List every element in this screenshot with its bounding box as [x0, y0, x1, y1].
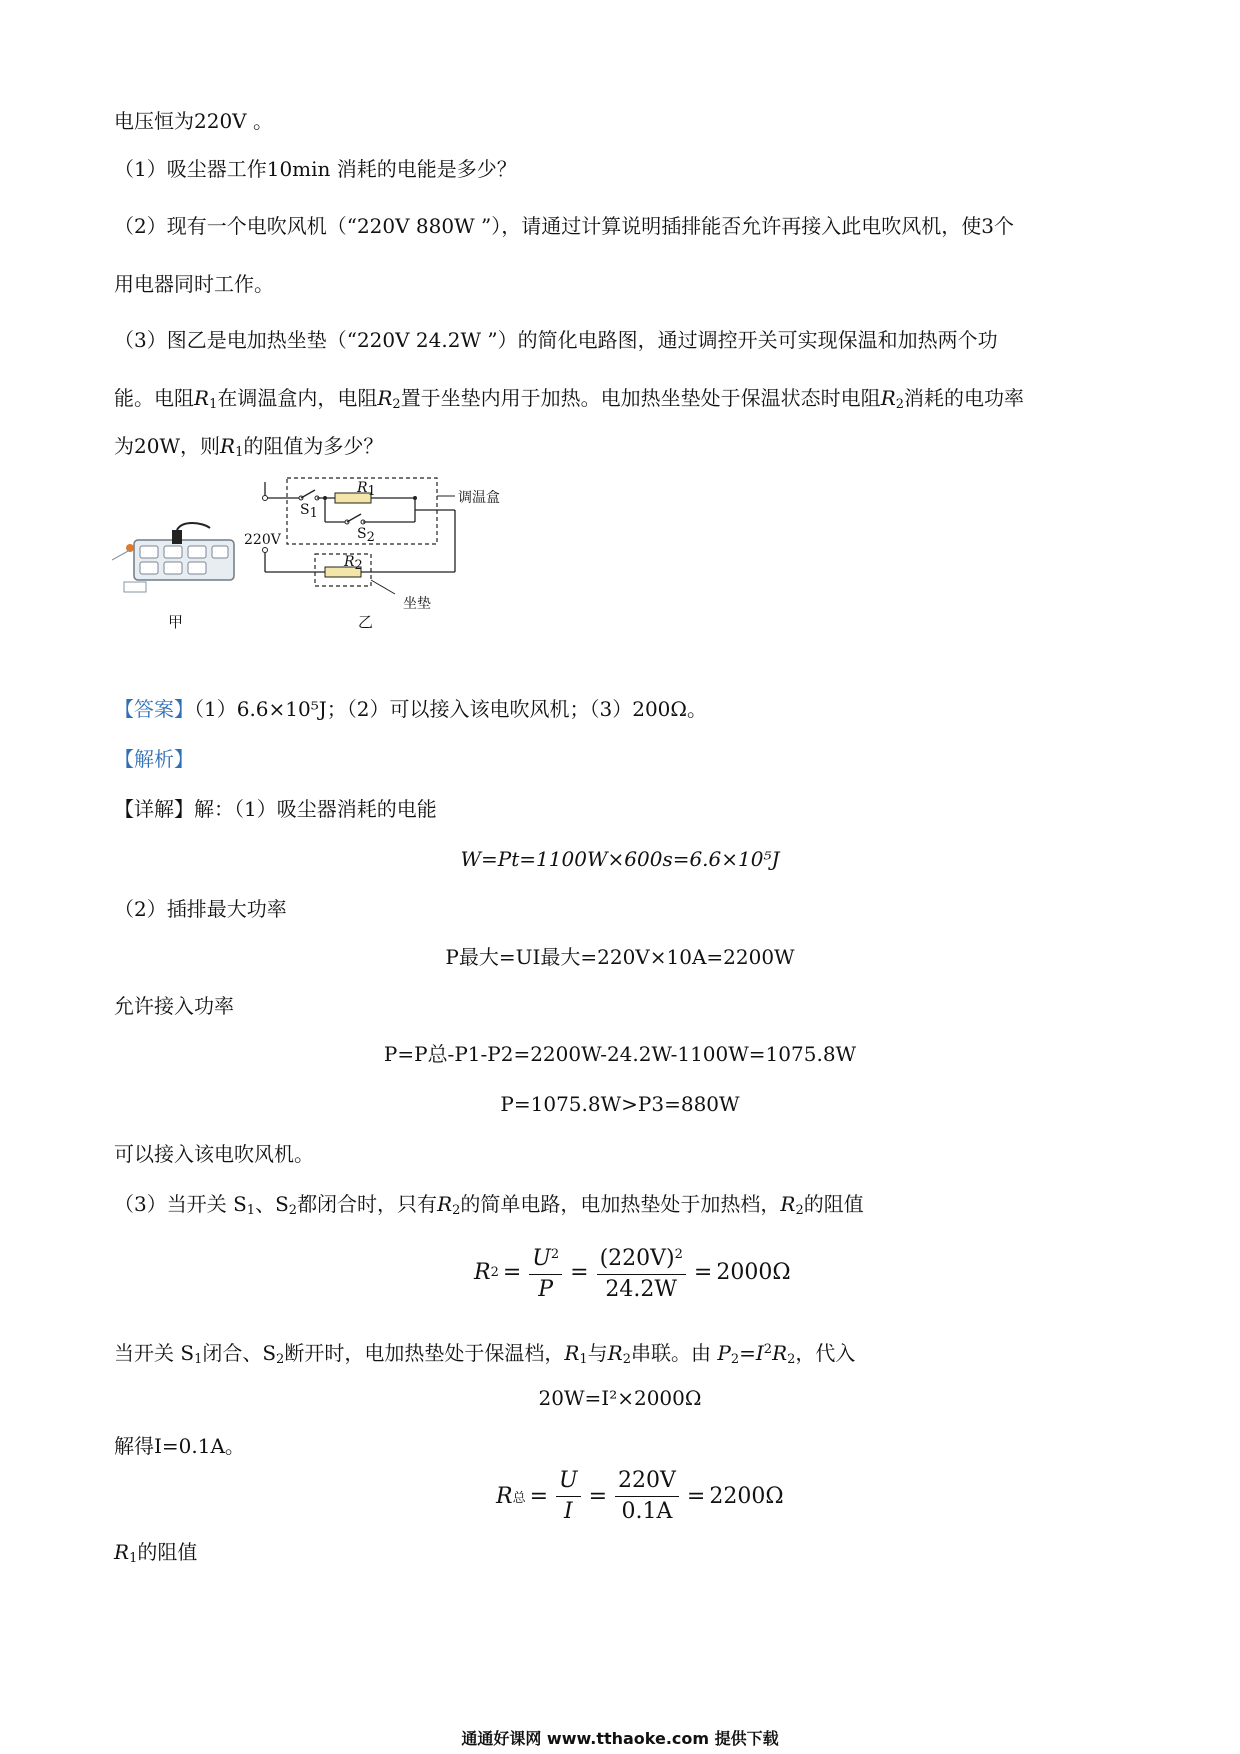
eq7-lhs-sub: 总	[512, 1491, 526, 1506]
q3b-part-4: 消耗的电功率	[904, 386, 1025, 410]
sym-square: 2	[674, 1247, 683, 1262]
sym-r: R	[220, 434, 236, 458]
p8-text: 的阻值	[137, 1540, 198, 1564]
figure-label-jia: 甲	[168, 613, 184, 631]
sym-sub-2: 2	[730, 1352, 740, 1367]
q3b-part-3: 置于坐垫内用于加热。电加热坐垫处于保温状态时电阻	[400, 386, 881, 410]
question-2-line-a: （2）现有一个电吹风机（“220V 880W ”），请通过计算说明插排能否允许再接入此电吹风机，使3个	[114, 214, 1014, 238]
sym-r: R	[607, 1341, 623, 1365]
sym-sub-2: 2	[490, 1265, 499, 1280]
p5-part-2: 、S	[255, 1192, 289, 1216]
text-current-result: 解得I=0.1A。	[114, 1434, 245, 1458]
eq5-num: U	[532, 1246, 551, 1271]
sym-r: R	[564, 1341, 580, 1365]
sym-r: R	[377, 386, 393, 410]
p5-part-4: 的简单电路，电加热垫处于加热档，	[460, 1192, 781, 1216]
s2-sub: 2	[366, 530, 375, 545]
p6-part-1: 当开关 S	[114, 1341, 195, 1365]
sym-sub-2: 2	[787, 1352, 796, 1367]
equation-max-power: P最大=UI最大=220V×10A=2200W	[445, 945, 795, 969]
text-max-power: （2）插排最大功率	[114, 897, 287, 921]
p5-part-1: （3）当开关 S	[114, 1192, 247, 1216]
equation-energy: W=Pt=1100W×600s=6.6×10⁵J	[460, 847, 780, 871]
equals-sign: =	[686, 1484, 706, 1509]
sym-sub-1: 1	[129, 1551, 138, 1566]
eq5-den2: 24.2W	[605, 1277, 678, 1302]
question-3-line-b	[114, 384, 1024, 419]
s1-letter: S	[300, 502, 310, 518]
sym-square: 2	[550, 1247, 560, 1262]
equation-r-total	[496, 1466, 784, 1527]
sym-sub-1: 1	[209, 397, 218, 412]
equals-sign: =	[693, 1260, 713, 1285]
eq5-den: P	[538, 1277, 554, 1302]
power-strip-figure	[112, 520, 242, 620]
eq7-num: U	[556, 1466, 581, 1497]
fraction-u-i	[556, 1466, 581, 1527]
equals-sign: =	[739, 1341, 756, 1365]
sym-sub-1: 1	[235, 445, 244, 460]
question-3-line-a: （3）图乙是电加热坐垫（“220V 24.2W ”）的简化电路图，通过调控开关可实现保温和加热两个功	[114, 328, 998, 352]
equals-sign: =	[570, 1260, 589, 1285]
text-r1-value	[114, 1538, 197, 1573]
equation-compare: P=1075.8W>P3=880W	[500, 1092, 740, 1116]
r1-sub: 1	[367, 484, 376, 499]
r2-letter: R	[344, 554, 355, 570]
sym-sub-2: 2	[452, 1203, 461, 1218]
label-thermostat-box: 调温盒	[458, 490, 500, 506]
footer-source: 通通好课网 www.tthaoke.com 提供下载	[461, 1729, 779, 1748]
label-voltage: 220V	[244, 532, 281, 548]
equals-sign: =	[529, 1484, 549, 1509]
p5-part-5: 的阻值	[803, 1192, 864, 1216]
sym-r: R	[114, 1540, 130, 1564]
eq5-lhs: R	[474, 1260, 491, 1285]
fraction-values	[597, 1240, 686, 1305]
sym-sub-1: 1	[579, 1352, 588, 1367]
eq7-num2: 220V	[615, 1466, 679, 1497]
detail-tag: 【详解】	[114, 797, 194, 821]
question-2-line-b: 用电器同时工作。	[114, 272, 274, 296]
eq7-den: I	[563, 1499, 573, 1524]
equation-warm-power: 20W=I²×2000Ω	[538, 1386, 702, 1410]
sym-r: R	[194, 386, 210, 410]
sym-r: R	[780, 1192, 796, 1216]
analysis-tag: 【解析】	[114, 747, 194, 771]
sym-r: R	[880, 386, 896, 410]
eq5-rhs: 2000Ω	[716, 1260, 791, 1285]
question-1: （1）吸尘器工作10min 消耗的电能是多少？	[114, 157, 517, 181]
detail-text: 解：（1）吸尘器消耗的电能	[194, 797, 437, 821]
label-s1	[300, 496, 318, 528]
sym-square: 2	[763, 1342, 773, 1357]
sym-sub-2: 2	[622, 1352, 632, 1367]
s2-letter: S	[357, 526, 367, 542]
sym-p: P	[717, 1341, 731, 1365]
text-allowed-power: 允许接入功率	[114, 994, 234, 1018]
answer-tag: 【答案】	[114, 697, 194, 721]
sym-sub-2: 2	[288, 1203, 298, 1218]
label-seat: 坐垫	[403, 596, 431, 612]
eq7-rhs: 2200Ω	[709, 1484, 784, 1509]
r1-letter: R	[357, 480, 368, 496]
sym-sub-2: 2	[276, 1352, 285, 1367]
p6-part-4: 与	[587, 1341, 608, 1365]
equals-sign: =	[588, 1484, 608, 1509]
sym-sub-2: 2	[895, 397, 905, 412]
answer-line	[114, 695, 707, 723]
label-r2	[344, 548, 363, 580]
q3c-part-1: 为20W，则	[114, 434, 221, 458]
detail-line	[114, 795, 437, 823]
question-3-line-c	[114, 432, 383, 467]
eq7-den2: 0.1A	[621, 1499, 673, 1524]
sym-i: I	[755, 1341, 764, 1365]
sym-sub-1: 1	[194, 1352, 203, 1367]
q3b-part-1: 能。电阻	[114, 386, 194, 410]
s1-sub: 1	[309, 506, 318, 521]
sym-r: R	[437, 1192, 453, 1216]
eq7-lhs: R	[496, 1484, 513, 1509]
q3c-part-2: 的阻值为多少？	[243, 434, 384, 458]
p6-part-3: 断开时，电加热垫处于保温档，	[284, 1341, 565, 1365]
fraction-u2-p	[529, 1240, 562, 1305]
label-r1	[357, 474, 376, 506]
answer-body: （1）6.6×10⁵J；（2）可以接入该电吹风机；（3）200Ω。	[194, 697, 707, 721]
sym-sub-2: 2	[795, 1203, 804, 1218]
p6-part-6: ，代入	[795, 1341, 856, 1365]
p6-part-5: 串联。由	[631, 1341, 718, 1365]
equation-allowed-power: P=P总-P1-P2=2200W-24.2W-1100W=1075.8W	[383, 1042, 857, 1066]
text-part3-warm	[114, 1336, 855, 1374]
eq5-num2: (220V)	[599, 1246, 675, 1271]
text-line-voltage: 电压恒为220V 。	[114, 109, 273, 133]
figure-label-yi: 乙	[358, 613, 374, 631]
sym-sub-1: 1	[246, 1203, 256, 1218]
text-part3-heating	[114, 1190, 864, 1225]
p5-part-3: 都闭合时，只有	[297, 1192, 438, 1216]
q3b-part-2: 在调温盒内，电阻	[217, 386, 378, 410]
equation-r2	[474, 1240, 791, 1305]
fraction-values-2	[615, 1466, 679, 1527]
sym-r: R	[772, 1341, 788, 1365]
sym-sub-2: 2	[392, 397, 401, 412]
equals-sign: =	[502, 1260, 522, 1285]
r2-sub: 2	[354, 558, 363, 573]
text-can-connect: 可以接入该电吹风机。	[114, 1142, 314, 1166]
p6-part-2: 闭合、S	[202, 1341, 277, 1365]
